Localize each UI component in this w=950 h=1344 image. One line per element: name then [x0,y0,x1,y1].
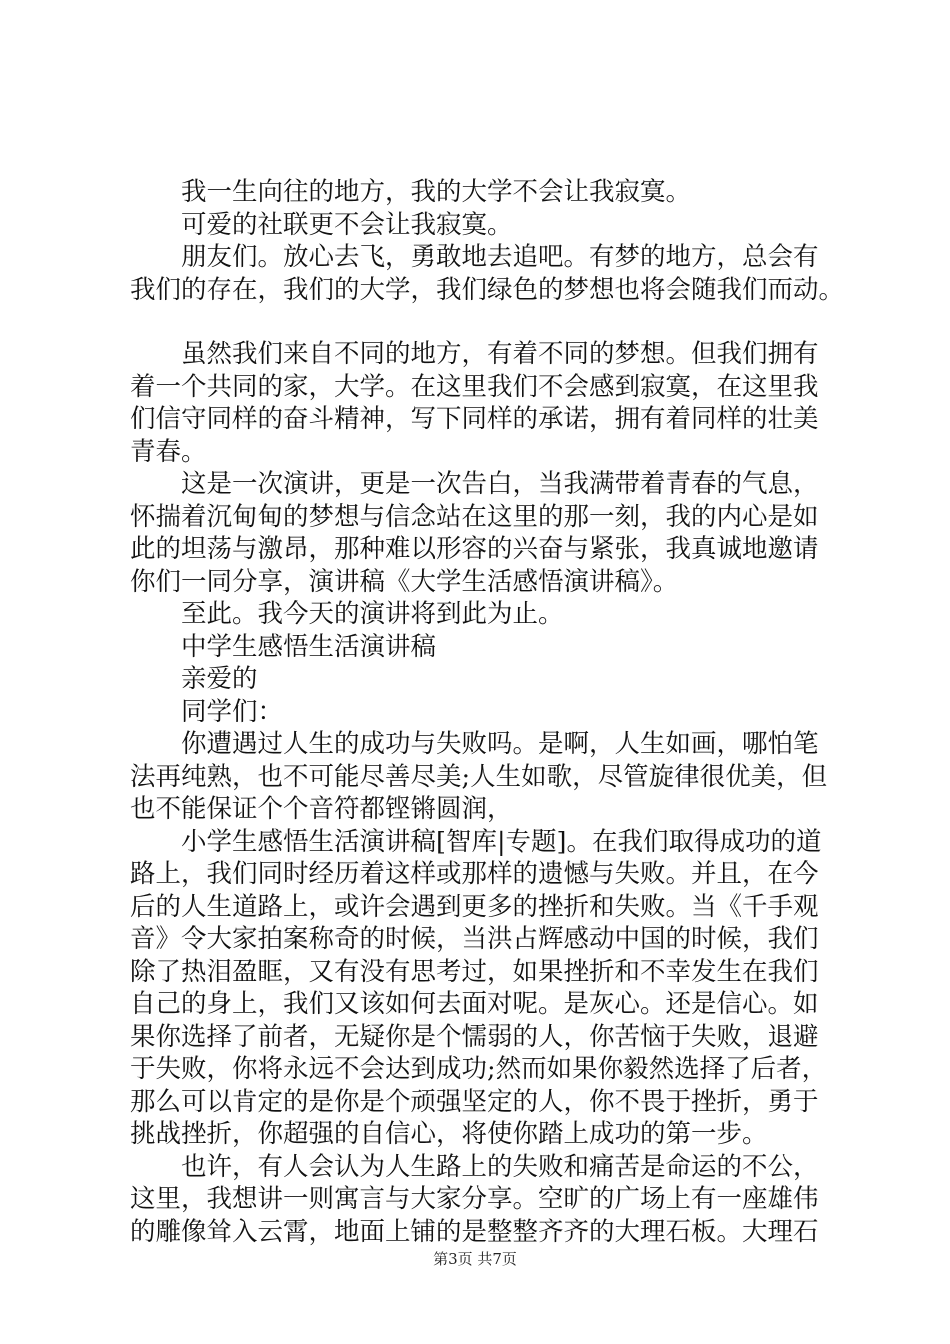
text-line: 亲爱的 [181,664,258,694]
text-line: 那么可以肯定的是你是个顽强坚定的人，你不畏于挫折，勇于 [130,1086,819,1117]
page-footer [0,1249,950,1269]
text-line: 路上，我们同时经历着这样或那样的遗憾与失败。并且，在今 [130,859,819,889]
text-line: 朋友们。放心去飞，勇敢地去追吧。有梦的地方，总会有 [181,242,819,272]
text-line: 也不能保证个个音符都铿锵圆润， [130,794,513,824]
text-line: 至此。我今天的演讲将到此为止。 [181,599,564,629]
paragraph [130,1151,845,1249]
text-line: 的雕像耸入云霄，地面上铺的是整整齐齐的大理石板。大理石 [130,1216,819,1247]
text-line: 我们的存在，我们的大学，我们绿色的梦想也将会随我们而动。 [130,274,845,305]
text-line: 着一个共同的家，大学。在这里我们不会感到寂寞，在这里我 [130,371,819,402]
paragraph [130,728,845,826]
text-line: 中学生感悟生活演讲稿 [181,631,437,662]
text-line: 除了热泪盈眶，又有没有思考过，如果挫折和不幸发生在我们 [130,956,819,987]
paragraph [130,176,845,209]
text-line: 于失败，你将永远不会达到成功;然而如果你毅然选择了后者， [130,1054,828,1084]
page-number-label: 第3页 共7页 [433,1250,517,1268]
text-line: 这里，我想讲一则寓言与大家分享。空旷的广场上有一座雄伟 [130,1184,819,1214]
text-line: 小学生感悟生活演讲稿[智库|专题]。在我们取得成功的道 [181,826,822,857]
text-line: 怀揣着沉甸甸的梦想与信念站在这里的那一刻，我的内心是如 [130,501,819,532]
text-line: 你遭遇过人生的成功与失败吗。是啊，人生如画，哪怕笔 [181,729,819,759]
text-line: 挑战挫折，你超强的自信心，将使你踏上成功的第一步。 [130,1119,768,1149]
text-line: 青春。 [130,436,207,467]
paragraph [130,338,845,468]
text-line: 你们一同分享，演讲稿《大学生活感悟演讲稿》。 [130,566,679,597]
text-line: 此的坦荡与激昂，那种难以形容的兴奋与紧张，我真诚地邀请 [130,534,819,564]
text-line: 自己的身上，我们又该如何去面对呢。是灰心。还是信心。如 [130,989,819,1019]
paragraph [130,209,845,242]
paragraph [130,631,845,664]
text-line: 可爱的社联更不会让我寂寞。 [181,209,513,240]
text-line: 我一生向往的地方，我的大学不会让我寂寞。 [181,177,692,207]
paragraph-spacer [130,306,845,338]
text-line: 虽然我们来自不同的地方，有着不同的梦想。但我们拥有 [181,339,819,369]
text-line: 同学们： [181,696,284,727]
text-line: 这是一次演讲，更是一次告白，当我满带着青春的气息， [181,469,819,499]
paragraph [130,826,845,1151]
paragraph [130,663,845,696]
text-line: 音》令大家拍案称奇的时候，当洪占辉感动中国的时候，我们 [130,924,819,954]
text-line: 后的人生道路上，或许会遇到更多的挫折和失败。当《千手观 [130,891,819,922]
paragraph [130,468,845,598]
paragraph [130,598,845,631]
paragraph [130,696,845,729]
text-line: 果你选择了前者，无疑你是个懦弱的人，你苦恼于失败，退避 [130,1021,819,1052]
text-line: 也许，有人会认为人生路上的失败和痛苦是命运的不公， [181,1151,819,1182]
text-line: 们信守同样的奋斗精神，写下同样的承诺，拥有着同样的壮美 [130,404,819,434]
text-line: 法再纯熟，也不可能尽善尽美;人生如歌，尽管旋律很优美，但 [130,761,828,792]
document-body [130,176,845,1248]
paragraph [130,241,845,306]
